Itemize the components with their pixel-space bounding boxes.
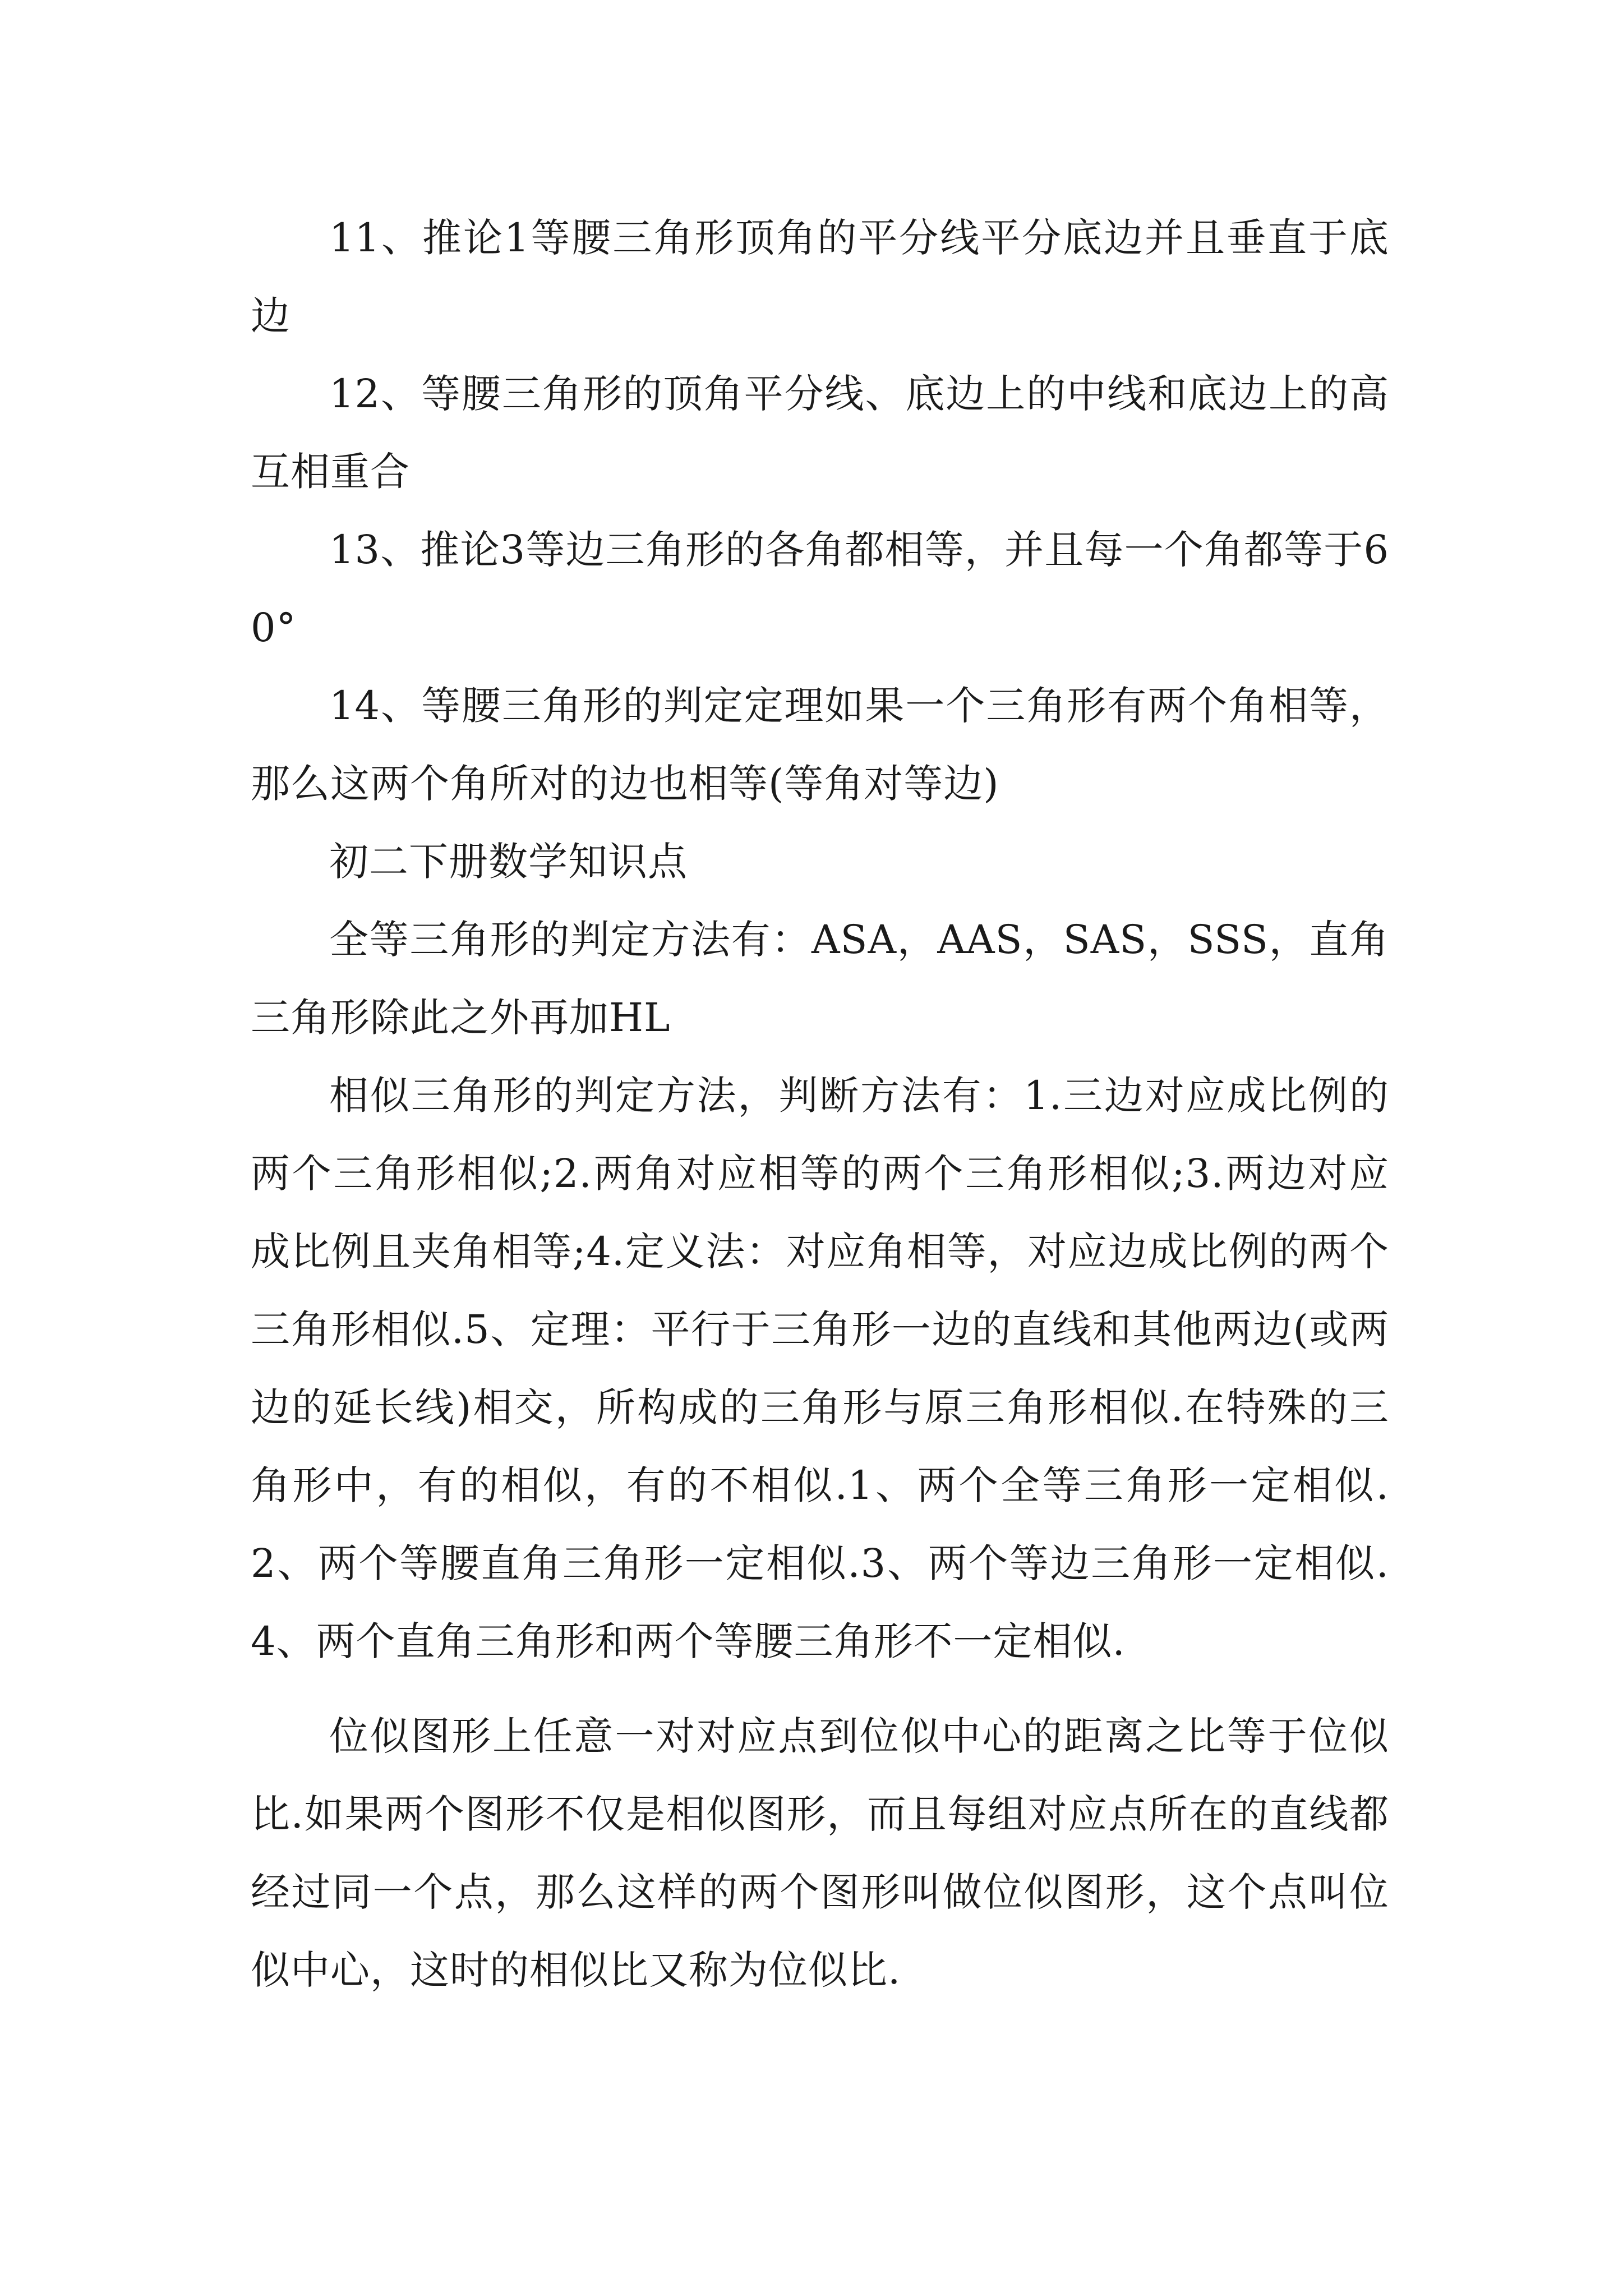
paragraph-theorem-13: 13、推论3等边三角形的各角都相等，并且每一个角都等于60° xyxy=(251,527,1389,651)
paragraph-theorem-12: 12、等腰三角形的顶角平分线、底边上的中线和底边上的高互相重合 xyxy=(251,371,1389,495)
paragraph-similar-triangles: 相似三角形的判定方法，判断方法有：1.三边对应成比例的两个三角形相似;2.两角对应相等的两个三角形相似;3.两边对应成比例且夹角相等;4.定义法：对应角相等，对应边成比例的两个三角形相似.5、定理：平行于三角形一边的直线和其他两边(或两边的延长线)相交，所构成的三角形与原三角形相似.在特殊的三角形中，有的相似，有的不相似.1、两个全等三角形一定相似.2、两个等腰直角三角形一定相似.3、两个等边三角形一定相似.4、两个直角三角形和两个等腰三角形不一定相似. xyxy=(251,1073,1389,1664)
paragraph-theorem-14: 14、等腰三角形的判定定理如果一个三角形有两个角相等，那么这两个角所对的边也相等(等角对等边) xyxy=(251,683,1389,807)
paragraph-congruent-triangles: 全等三角形的判定方法有：ASA，AAS，SAS，SSS，直角三角形除此之外再加HL xyxy=(251,917,1389,1041)
paragraph-homothetic-figures: 位似图形上任意一对对应点到位似中心的距离之比等于位似比.如果两个图形不仅是相似图形，而且每组对应点所在的直线都经过同一个点，那么这样的两个图形叫做位似图形，这个点叫位似中心，这时的相似比又称为位似比. xyxy=(251,1713,1389,1993)
section-heading: 初二下册数学知识点 xyxy=(329,839,688,885)
paragraph-theorem-11: 11、推论1等腰三角形顶角的平分线平分底边并且垂直于底边 xyxy=(251,215,1389,339)
document-body xyxy=(251,199,1389,2009)
